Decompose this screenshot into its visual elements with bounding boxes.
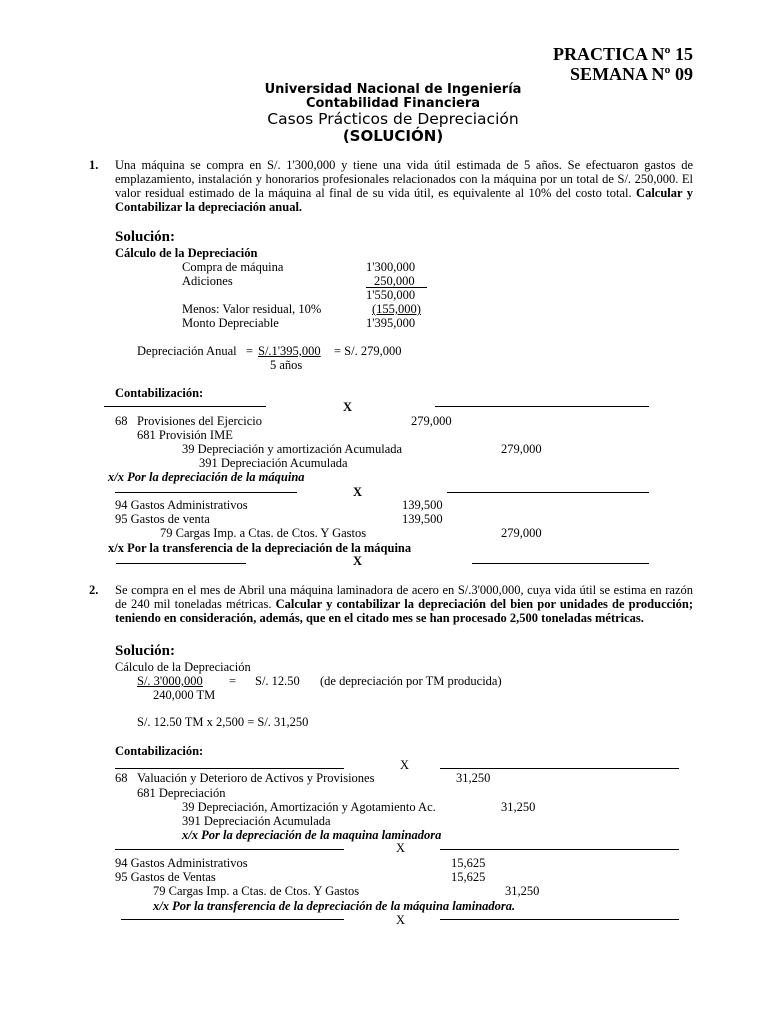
entry-marker: X: [400, 758, 410, 772]
entry-gloss: x/x Por la depreciación de la máquina: [108, 470, 305, 484]
divider: [440, 919, 679, 920]
solution-heading: Solución:: [115, 643, 176, 659]
entry-debit: 139,500: [402, 512, 443, 526]
contab-heading: Contabilización:: [115, 386, 204, 400]
entry-marker: X: [343, 400, 353, 414]
calc-value-subtotal: 1'550,000: [366, 288, 416, 302]
entry-marker: X: [396, 913, 406, 927]
entry-gloss: x/x Por la depreciación de la maquina laminadora: [182, 828, 442, 842]
dep-numerator: S/.1'395,000: [258, 344, 321, 358]
calc-value-additions: 250,000: [374, 274, 415, 288]
calc-numerator: S/. 3'000,000: [137, 674, 203, 688]
entry-marker: X: [396, 841, 406, 855]
entry-debit: 139,500: [402, 498, 443, 512]
dep-eq: =: [246, 344, 254, 358]
practica-number: PRACTICA Nº 15: [553, 44, 693, 64]
entry-account: 94 Gastos Administrativos: [115, 856, 248, 870]
entry-credit: 31,250: [501, 800, 536, 814]
divider: [440, 849, 679, 850]
entry-marker: X: [353, 554, 363, 568]
calc-note: (de depreciación por TM producida): [320, 674, 502, 688]
calc-denominator: 240,000 TM: [153, 688, 216, 702]
divider: [440, 768, 679, 769]
entry-debit: 15,625: [451, 856, 486, 870]
entry-subaccount: 681 Provisión IME: [137, 428, 233, 442]
entry-credit: 279,000: [501, 526, 542, 540]
entry-account-code: 68: [115, 771, 128, 785]
calc-label-depreciable: Monto Depreciable: [182, 316, 279, 330]
divider: [115, 768, 344, 769]
divider: [115, 492, 297, 493]
divider: [472, 563, 649, 564]
problem-statement: [115, 583, 693, 625]
week-number: SEMANA Nº 09: [570, 64, 693, 84]
entry-account: 79 Cargas Imp. a Ctas. de Ctos. Y Gastos: [160, 526, 367, 540]
problem-text: Una máquina se compra en S/. 1'300,000 y tiene una vida útil estimada de 5 años. Se efectuaron gastos de emplazamiento, instalación y honorarios profesionales relacionados con la máquina por un total de S/. 250,000. El valor residual estimado de la máquina al final de su vida útil, es equivalente al 10% del costo total.: [115, 158, 693, 200]
entry-debit: 31,250: [456, 771, 491, 785]
calc-monthly: S/. 12.50 TM x 2,500 = S/. 31,250: [137, 715, 309, 729]
entry-account: 39 Depreciación y amortización Acumulada: [182, 442, 403, 456]
entry-subaccount: 391 Depreciación Acumulada: [199, 456, 348, 470]
entry-account: Valuación y Deterioro de Activos y Provisiones: [137, 771, 375, 785]
calc-result: S/. 12.50: [255, 674, 300, 688]
entry-credit: 279,000: [501, 442, 542, 456]
calc-title: Cálculo de la Depreciación: [115, 246, 258, 260]
entry-account: 95 Gastos de venta: [115, 512, 210, 526]
entry-account: Provisiones del Ejercicio: [137, 414, 262, 428]
divider: [115, 849, 344, 850]
entry-subaccount: 681 Depreciación: [137, 786, 226, 800]
problem-number: 2.: [89, 583, 99, 597]
calc-value-purchase: 1'300,000: [366, 260, 416, 274]
entry-marker: X: [353, 485, 363, 499]
entry-credit: 31,250: [505, 884, 540, 898]
calc-label-residual: Menos: Valor residual, 10%: [182, 302, 322, 316]
problem-task: Calcular y contabilizar la depreciación del bien por unidades de producción; teniendo en consideración, además, que en el citado mes se han procesado 2,500 toneladas métricas.: [115, 597, 694, 625]
divider: [435, 406, 649, 407]
problem-number: 1.: [89, 158, 99, 172]
course-name: Contabilidad Financiera: [305, 96, 481, 111]
contab-heading: Contabilización:: [115, 744, 204, 758]
entry-account: 39 Depreciación, Amortización y Agotamiento Ac.: [182, 800, 436, 814]
dep-denominator: 5 años: [270, 358, 303, 372]
entry-debit: 15,625: [451, 870, 486, 884]
document-title: Casos Prácticos de Depreciación: [267, 110, 519, 128]
calc-label-additions: Adiciones: [182, 274, 233, 288]
divider: [116, 563, 246, 564]
entry-gloss: x/x Por la transferencia de la depreciación de la máquina: [108, 541, 412, 555]
entry-account: 79 Cargas Imp. a Ctas. de Ctos. Y Gastos: [153, 884, 360, 898]
divider: [104, 406, 266, 407]
calc-eq: =: [229, 674, 237, 688]
entry-debit: 279,000: [411, 414, 452, 428]
divider: [121, 919, 344, 920]
entry-account: 95 Gastos de Ventas: [115, 870, 216, 884]
calc-value-depreciable: 1'395,000: [366, 316, 416, 330]
entry-subaccount: 391 Depreciación Acumulada: [182, 814, 331, 828]
problem-text: Se compra en el mes de Abril una máquina laminadora de acero en S/.3'000,000, cuya vida útil se estima en razón de 240 mil toneladas métricas.: [115, 583, 693, 611]
calc-title: Cálculo de la Depreciación: [115, 660, 251, 674]
problem-statement: [115, 158, 693, 214]
entry-account-code: 68: [115, 414, 128, 428]
entry-gloss: x/x Por la transferencia de la depreciación de la máquina laminadora.: [153, 899, 516, 913]
document-subtitle: (SOLUCIÓN): [342, 127, 444, 145]
university-name: Universidad Nacional de Ingeniería: [264, 82, 522, 97]
divider: [447, 492, 649, 493]
dep-label: Depreciación Anual: [137, 344, 237, 358]
entry-account: 94 Gastos Administrativos: [115, 498, 248, 512]
problem-task: Calcular y Contabilizar la depreciación anual.: [115, 186, 693, 214]
solution-heading: Solución:: [115, 229, 176, 245]
calc-value-residual: (155,000): [372, 302, 421, 316]
calc-label-purchase: Compra de máquina: [182, 260, 284, 274]
dep-result: = S/. 279,000: [334, 344, 402, 358]
